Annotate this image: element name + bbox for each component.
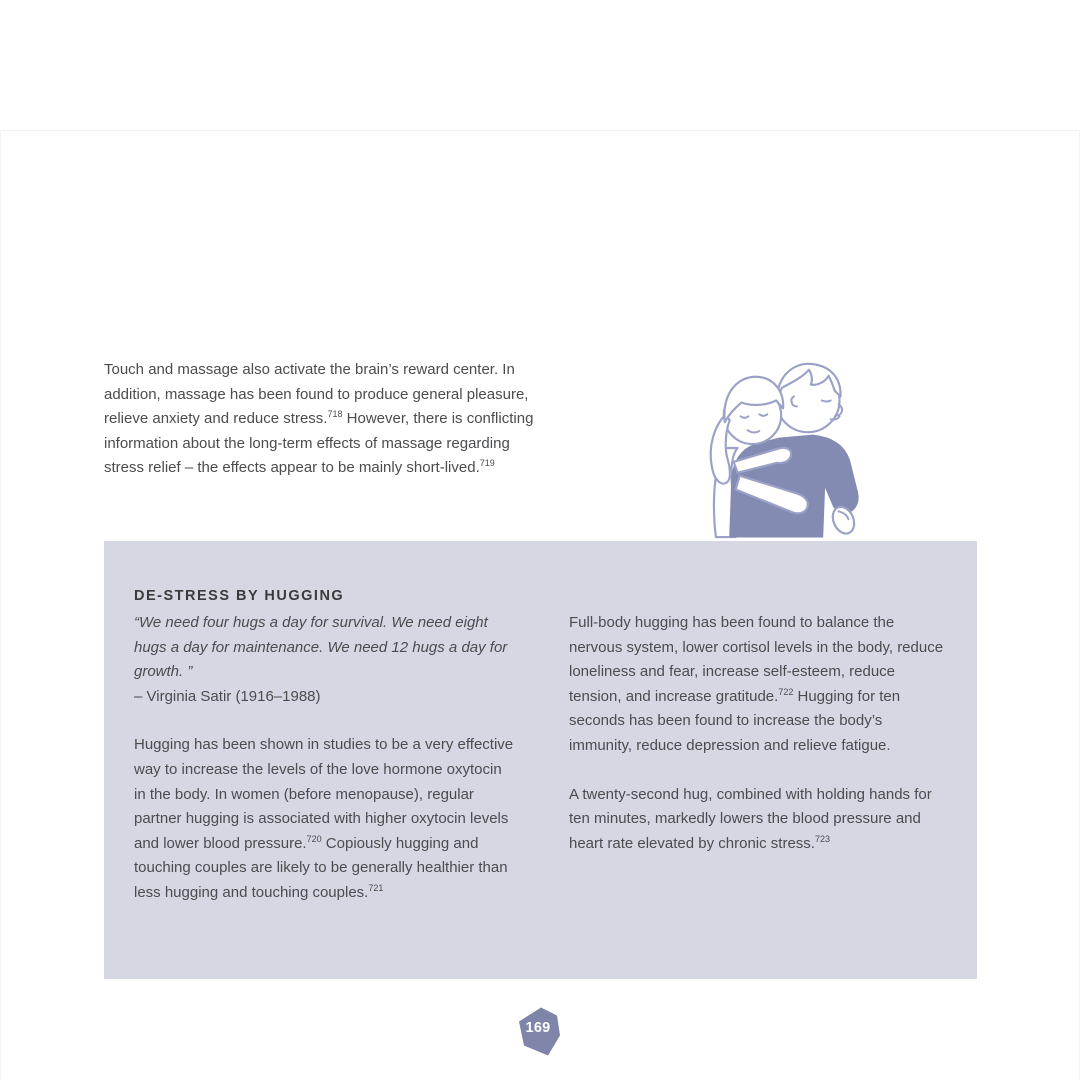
page-number-badge: [517, 1005, 563, 1058]
destress-info-box: [104, 541, 977, 979]
page-number: 169: [525, 1020, 551, 1036]
hugging-couple-illustration: [696, 353, 894, 541]
hugging-couple-svg: [696, 353, 894, 541]
box-columns: [134, 611, 949, 906]
book-page-card: [0, 130, 1080, 1080]
left-paragraph: Hugging has been shown in studies to be a very effective way to increase the levels of the love hormone oxytocin in the body. In women (before menopause), regular partner hugging is associated with higher oxytocin levels and lower blood pressure.$^{720}$ Copiously hugging and touching couples are likely to be generally healthier than less hugging and touching couples.$^{721}$: [134, 736, 514, 901]
box-right-column: [569, 611, 949, 906]
quote-attribution: – Virginia Satir (1916–1988): [134, 687, 321, 705]
right-paragraph-1: Full-body hugging has been found to balance the nervous system, lower cortisol levels in the body, reduce loneliness and fear, increase self-esteem, reduce tension, and increase gratitude.$^{722}$ Hugging for ten seconds has been found to increase the body’s immunity, reduce depression and relieve fatigue.: [569, 614, 944, 754]
box-left-column: [134, 611, 514, 906]
quote-text: “We need four hugs a day for survival. We need eight hugs a day for maintenance. We need 12 hugs a day for growth. ”: [134, 614, 508, 681]
right-paragraph-2: A twenty-second hug, combined with holding hands for ten minutes, markedly lowers the blood pressure and heart rate elevated by chronic stress.$^{723}$: [569, 785, 932, 852]
box-heading: DE-STRESS BY HUGGING: [134, 588, 345, 604]
intro-paragraph: Touch and massage also activate the brain’s reward center. In addition, massage has been found to produce general pleasure, relieve anxiety and reduce stress.$^{718}$ However, there is conflicting information about the long-term effects of massage regarding stress relief – the effects appear to be mainly short-lived.$^{719}$: [104, 361, 534, 477]
